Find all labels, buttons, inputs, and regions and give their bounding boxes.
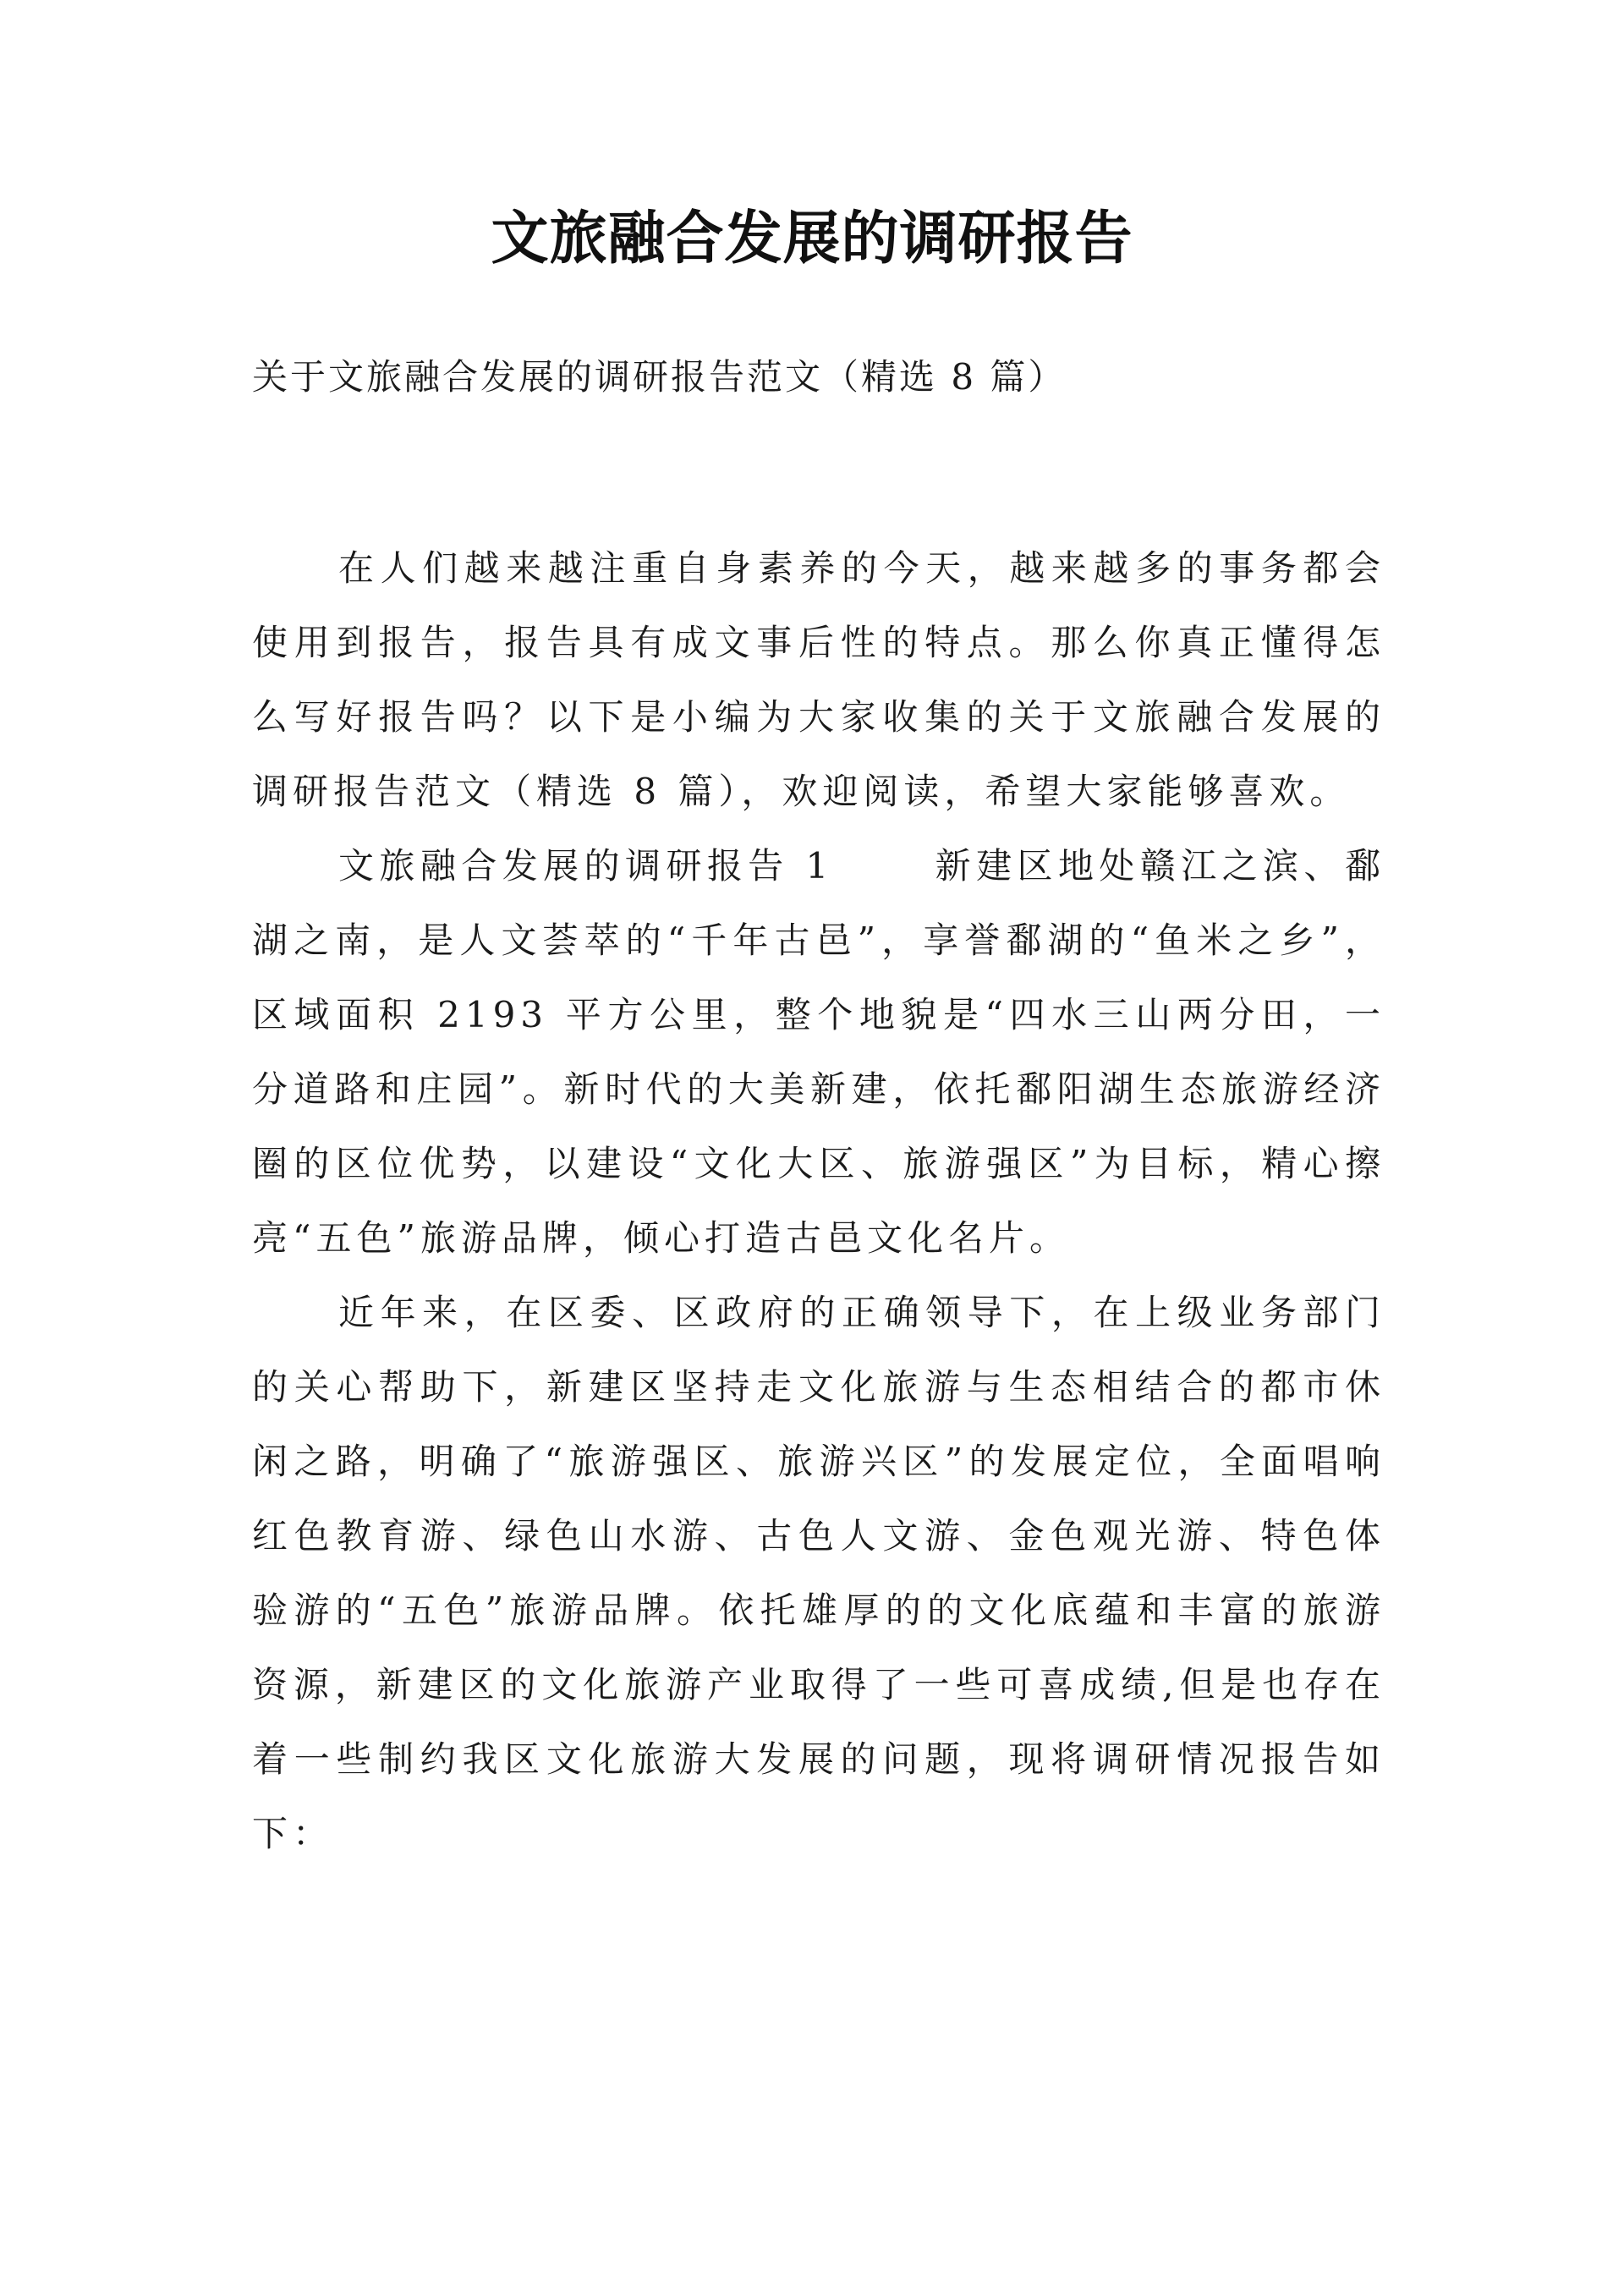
intro-paragraph: 在人们越来越注重自身素养的今天，越来越多的事务都会使用到报告，报告具有成文事后性的特点。那么你真正懂得怎么写好报告吗？以下是小编为大家收集的关于文旅融合发展的调研报告范文（精选 8 篇），欢迎阅读，希望大家能够喜欢。 xyxy=(252,547,1385,812)
section-1-text: 新建区地处赣江之滨、鄱湖之南，是人文荟萃的“千年古邑”，享誉鄱湖的“鱼米之乡”，区域面积 2193 平方公里，整个地貌是“四水三山两分田，一分道路和庄园”。新时代的大美新建，依托鄱阳湖生态旅游经济圈的区位优势，以建设“文化大区、旅游强区”为目标，精心擦亮“五色”旅游品牌，倾心打造古邑文化名片。 xyxy=(252,845,1385,1259)
section-1-heading: 文旅融合发展的调研报告 1 xyxy=(338,845,834,887)
document-title: 文旅融合发展的调研报告 xyxy=(491,206,1133,272)
section-1-paragraph xyxy=(252,829,1385,1276)
document-body xyxy=(252,531,1385,1871)
document-subtitle: 关于文旅融合发展的调研报告范文（精选 8 篇） xyxy=(252,356,1067,398)
development-paragraph: 近年来，在区委、区政府的正确领导下，在上级业务部门的关心帮助下，新建区坚持走文化旅游与生态相结合的都市休闲之路，明确了“旅游强区、旅游兴区”的发展定位，全面唱响红色教育游、绿色山水游、古色人文游、金色观光游、特色体验游的“五色”旅游品牌。依托雄厚的的文化底蕴和丰富的旅游资源，新建区的文化旅游产业取得了一些可喜成绩,但是也存在着一些制约我区文化旅游大发展的问题，现将调研情况报告如下： xyxy=(252,1292,1385,1854)
